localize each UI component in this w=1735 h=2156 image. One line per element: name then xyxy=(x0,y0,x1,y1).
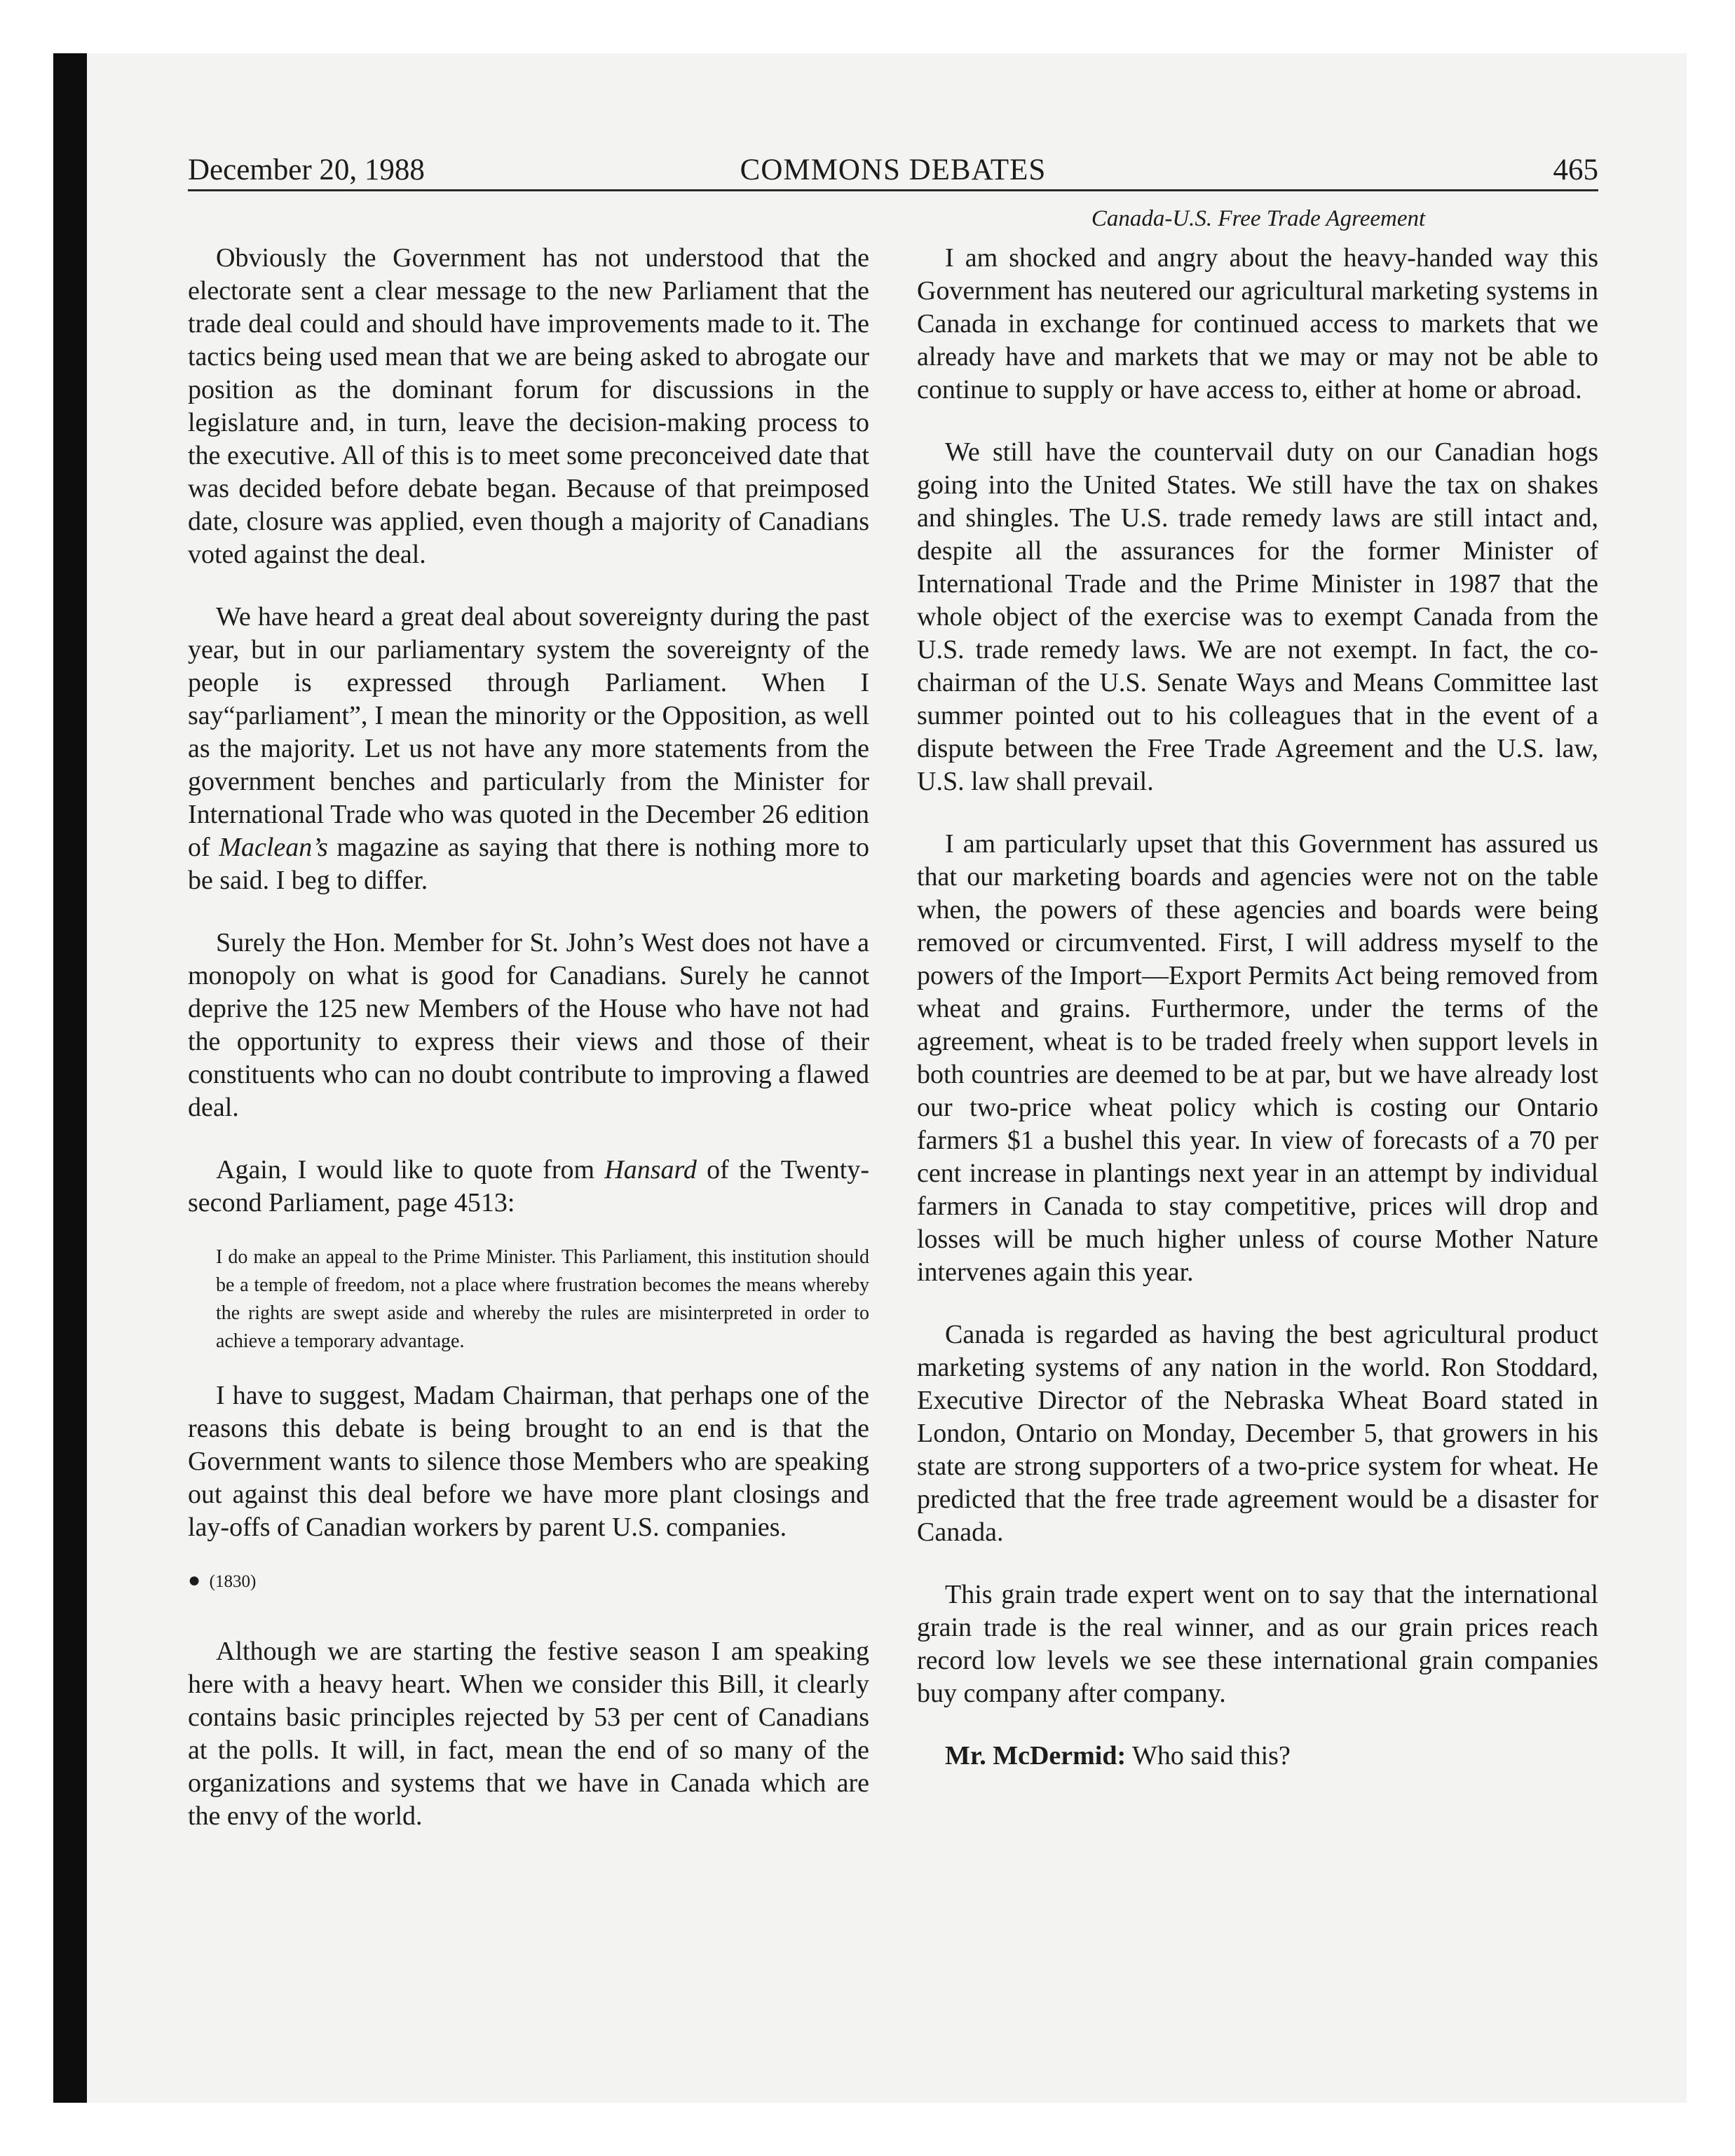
time-marker xyxy=(188,1569,869,1593)
speaker-text: Who said this? xyxy=(1126,1741,1291,1770)
paragraph: This grain trade expert went on to say that the international grain trade is the real winner, and as our grain prices reach record low levels we see these international grain companies buy company after company. xyxy=(917,1580,1598,1708)
bullet-icon: ● xyxy=(188,1569,201,1592)
header-rule xyxy=(188,189,1598,191)
paragraph: I am shocked and angry about the heavy-handed way this Government has neutered our agricultural marketing systems in Canada in exchange for continued access to markets that we already have and markets that we may or may not be able to continue to supply or have access to, either at home or abroad. xyxy=(917,243,1598,404)
paragraph: We still have the countervail duty on our Canadian hogs going into the United States. We still have the tax on shakes and shingles. The U.S. trade remedy laws are still intact and, despite all the assurances for the former Minister of International Trade and the Prime Minister in 1987 that the whole object of the exercise was to exempt Canada from the U.S. trade remedy laws. We are not exempt. In fact, the co-chairman of the U.S. Senate Ways and Means Committee last summer pointed out to his colleagues that in the event of a dispute between the Free Trade Agreement and the U.S. law, U.S. law shall prevail. xyxy=(917,437,1598,796)
section-title: Canada-U.S. Free Trade Agreement xyxy=(1091,206,1426,231)
speaker-paragraph xyxy=(917,1740,1598,1773)
paragraph: Surely the Hon. Member for St. John’s West does not have a monopoly on what is good for Canadians. Surely he cannot deprive the 125 new Members of the House who have not had the opportunity to express their views and those of their constituents who can no doubt contribute to improving a flawed deal. xyxy=(188,928,869,1122)
speaker-name: Mr. McDermid: xyxy=(945,1741,1127,1770)
header-publication: COMMONS DEBATES xyxy=(740,153,1047,186)
publication-name: Maclean’s xyxy=(219,833,328,862)
paragraph: Canada is regarded as having the best agricultural product marketing systems of any nation in the world. Ron Stoddard, Executive Director of the Nebraska Wheat Board stated in London, Ontario on Monday, December 5, that growers in his state are strong supporters of a two-price system for wheat. He predicted that the free trade agreement would be a disaster for Canada. xyxy=(917,1320,1598,1547)
publication-name: Hansard xyxy=(604,1155,697,1185)
paragraph: Obviously the Government has not understood that the electorate sent a clear message to the new Parliament that the trade deal could and should have improvements made to it. The tactics being used mean that we are being asked to abrogate our position as the dominant forum for discussions in the legislature and, in turn, leave the decision-making process to the executive. All of this is to meet some preconceived date that was decided before debate began. Because of that preimposed date, closure was applied, even though a majority of Canadians voted against the deal. xyxy=(188,243,869,569)
paragraph: I have to suggest, Madam Chairman, that perhaps one of the reasons this debate is being brought to an end is that the Government wants to silence those Members who are speaking out against this deal before we have more plant closings and lay-offs of Canadian workers by parent U.S. companies. xyxy=(188,1381,869,1542)
paragraph-text: Again, I would like to quote from xyxy=(216,1155,605,1185)
right-column xyxy=(917,242,1598,1924)
paragraph: Although we are starting the festive season I am speaking here with a heavy heart. When we consider this Bill, it clearly contains basic principles rejected by 53 per cent of Canadians at the polls. It will, in fact, mean the end of so many of the organizations and systems that we have in Canada which are the envy of the world. xyxy=(188,1637,869,1831)
paragraph-text: of the Twenty-second Parliament, page 4513: xyxy=(188,1155,869,1217)
scan-border xyxy=(53,53,87,2103)
left-column xyxy=(188,242,869,1924)
header-page-number: 465 xyxy=(1553,153,1598,186)
paragraph-text: We have heard a great deal about sovereignty during the past year, but in our parliamentary system the sovereignty of the people is expressed through Parliament. When I say“parliament”, I mean the minority or the Opposition, as well as the majority. Let us not have any more statements from the government benches and particularly from the Minister for International Trade who was quoted in the December 26 edition of xyxy=(188,602,869,862)
paragraph xyxy=(188,601,869,897)
paragraph xyxy=(188,1154,869,1220)
paragraph-text: magazine as saying that there is nothing more to be said. I beg to differ. xyxy=(188,833,870,895)
paragraph: I am particularly upset that this Government has assured us that our marketing boards and agencies were not on the table when, the powers of these agencies and boards were being removed or circumvented. First, I will address myself to the powers of the Import—Export Permits Act being removed from wheat and grains. Furthermore, under the terms of the agreement, wheat is to be traded freely when support levels in both countries are deemed to be at par, but we have already lost our two-price wheat policy which is costing our Ontario farmers $1 a bushel this year. In view of forecasts of a 70 per cent increase in plantings next year in an attempt by individual farmers in Canada to stay competitive, prices will drop and losses will be much higher unless of course Mother Nature intervenes again this year. xyxy=(917,829,1598,1287)
block-quote: I do make an appeal to the Prime Minister. This Parliament, this institution should be a temple of freedom, not a place where frustration becomes the means whereby the rights are swept aside and whereby the rules are misinterpreted in order to achieve a temporary advantage. xyxy=(216,1246,869,1352)
time-marker-text: (1830) xyxy=(209,1572,257,1591)
running-header xyxy=(188,147,1598,189)
header-date: December 20, 1988 xyxy=(188,153,425,186)
